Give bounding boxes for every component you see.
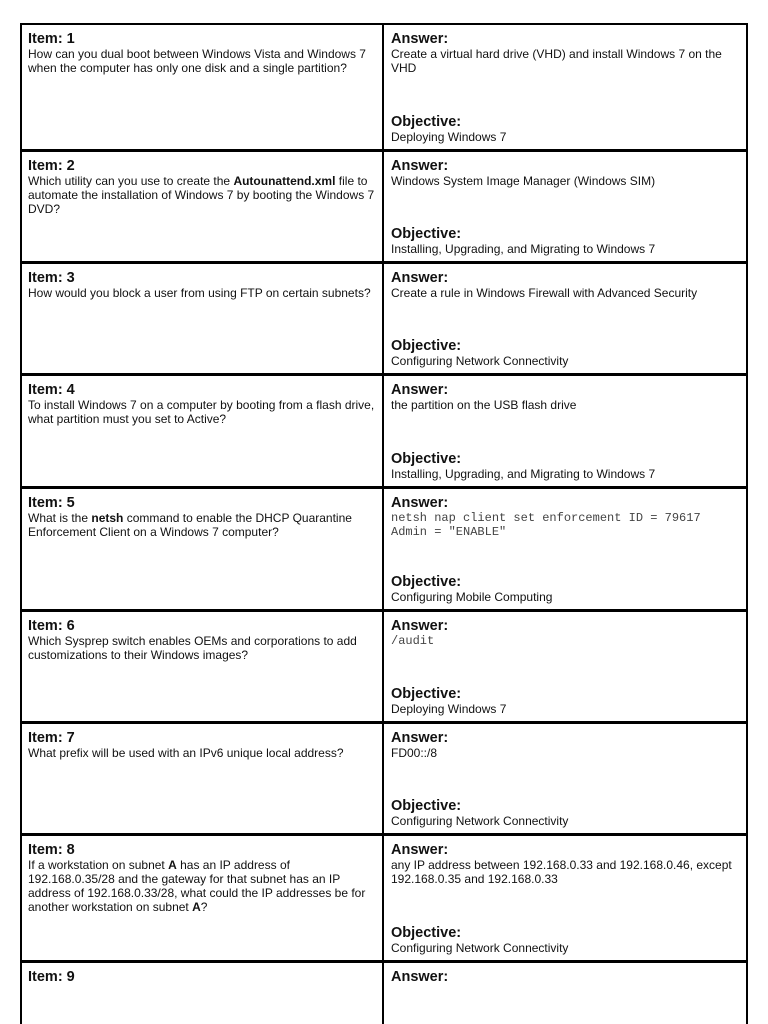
card-item-1 [22,25,746,152]
question-text-part: command to enable the DHCP Quarantine Enforcement Client on a Windows 7 computer? [28,511,352,539]
card-item-4 [22,376,746,489]
card-item-6 [22,612,746,724]
answer-cell [384,264,746,373]
question-cell [22,724,384,833]
question-term: A [168,858,177,872]
item-number: Item: 7 [28,730,75,746]
objective-label: Objective: [391,451,462,467]
card-item-5 [22,489,746,612]
answer-cell [384,963,746,1024]
card-item-7 [22,724,746,836]
objective-block [391,798,740,828]
answer-label: Answer: [391,618,449,634]
question-cell [22,264,384,373]
answer-cell [384,724,746,833]
objective-block [391,338,740,368]
objective-text: Configuring Mobile Computing [391,590,553,604]
item-number: Item: 5 [28,495,75,511]
flashcard-sheet [20,23,748,1024]
answer-text: Create a rule in Windows Firewall with Advanced Security [391,286,698,300]
item-number: Item: 3 [28,270,75,286]
question-text: Which Sysprep switch enables OEMs and corporations to add customizations to their Windows images? [28,634,357,662]
answer-text: the partition on the USB flash drive [391,398,577,412]
card-item-8 [22,836,746,963]
answer-text: any IP address between 192.168.0.33 and 192.168.0.46, except 192.168.0.35 and 192.168.0.33 [391,858,732,886]
question-term: Autounattend.xml [233,174,336,188]
objective-text: Installing, Upgrading, and Migrating to Windows 7 [391,242,656,256]
objective-text: Deploying Windows 7 [391,702,507,716]
question-text [28,511,376,539]
item-number: Item: 8 [28,842,75,858]
question-cell [22,489,384,609]
question-cell [22,836,384,960]
objective-label: Objective: [391,574,462,590]
objective-label: Objective: [391,338,462,354]
objective-label: Objective: [391,114,462,130]
question-cell [22,963,384,1024]
question-term: netsh [91,511,124,525]
answer-code-line: Admin = "ENABLE" [391,525,507,539]
objective-block [391,114,740,144]
objective-text: Deploying Windows 7 [391,130,507,144]
answer-code: /audit [391,634,435,648]
question-text-part: What is the [28,511,92,525]
question-cell [22,612,384,721]
objective-block [391,226,740,256]
item-number: Item: 6 [28,618,75,634]
objective-label: Objective: [391,798,462,814]
answer-cell [384,152,746,261]
answer-text: FD00::/8 [391,746,438,760]
objective-block [391,451,740,481]
objective-label: Objective: [391,686,462,702]
item-number: Item: 9 [28,969,75,985]
item-number: Item: 2 [28,158,75,174]
question-term: A [192,900,201,914]
question-cell [22,25,384,149]
answer-label: Answer: [391,382,449,398]
objective-text: Installing, Upgrading, and Migrating to Windows 7 [391,467,656,481]
objective-label: Objective: [391,226,462,242]
objective-text: Configuring Network Connectivity [391,941,569,955]
question-cell [22,152,384,261]
answer-cell [384,376,746,486]
card-item-2 [22,152,746,264]
item-number: Item: 4 [28,382,75,398]
answer-label: Answer: [391,495,449,511]
question-text [28,174,376,216]
objective-text: Configuring Network Connectivity [391,814,569,828]
question-text: How would you block a user from using FTP on certain subnets? [28,286,371,300]
objective-label: Objective: [391,925,462,941]
objective-block [391,686,740,716]
answer-label: Answer: [391,270,449,286]
answer-cell [384,489,746,609]
answer-code-line: netsh nap client set enforcement ID = 79617 [391,511,701,525]
answer-cell [384,836,746,960]
question-text: To install Windows 7 on a computer by booting from a flash drive, what partition must you set to Active? [28,398,375,426]
answer-label: Answer: [391,730,449,746]
answer-label: Answer: [391,969,449,985]
question-text [28,858,376,914]
answer-text: Windows System Image Manager (Windows SIM) [391,174,656,188]
question-text-part: Which utility can you use to create the [28,174,234,188]
card-item-3 [22,264,746,376]
objective-block [391,574,740,604]
question-text-part: has an IP address of 192.168.0.35/28 and the gateway for that subnet has an IP address of 192.168.0.33/28, what could the IP addresses be for another workstation on subnet [28,858,366,914]
question-text-part: file to automate the installation of Windows 7 by booting the Windows 7 DVD? [28,174,375,216]
question-text: What prefix will be used with an IPv6 unique local address? [28,746,344,760]
question-text-part: If a workstation on subnet [28,858,169,872]
question-text-part: ? [200,900,208,914]
card-item-9 [22,963,746,1024]
objective-block [391,925,740,955]
answer-label: Answer: [391,158,449,174]
answer-label: Answer: [391,31,449,47]
question-text: How can you dual boot between Windows Vista and Windows 7 when the computer has only one disk and a single partition? [28,47,366,75]
answer-cell [384,612,746,721]
answer-cell [384,25,746,149]
answer-text: Create a virtual hard drive (VHD) and install Windows 7 on the VHD [391,47,722,75]
question-cell [22,376,384,486]
answer-label: Answer: [391,842,449,858]
objective-text: Configuring Network Connectivity [391,354,569,368]
item-number: Item: 1 [28,31,75,47]
